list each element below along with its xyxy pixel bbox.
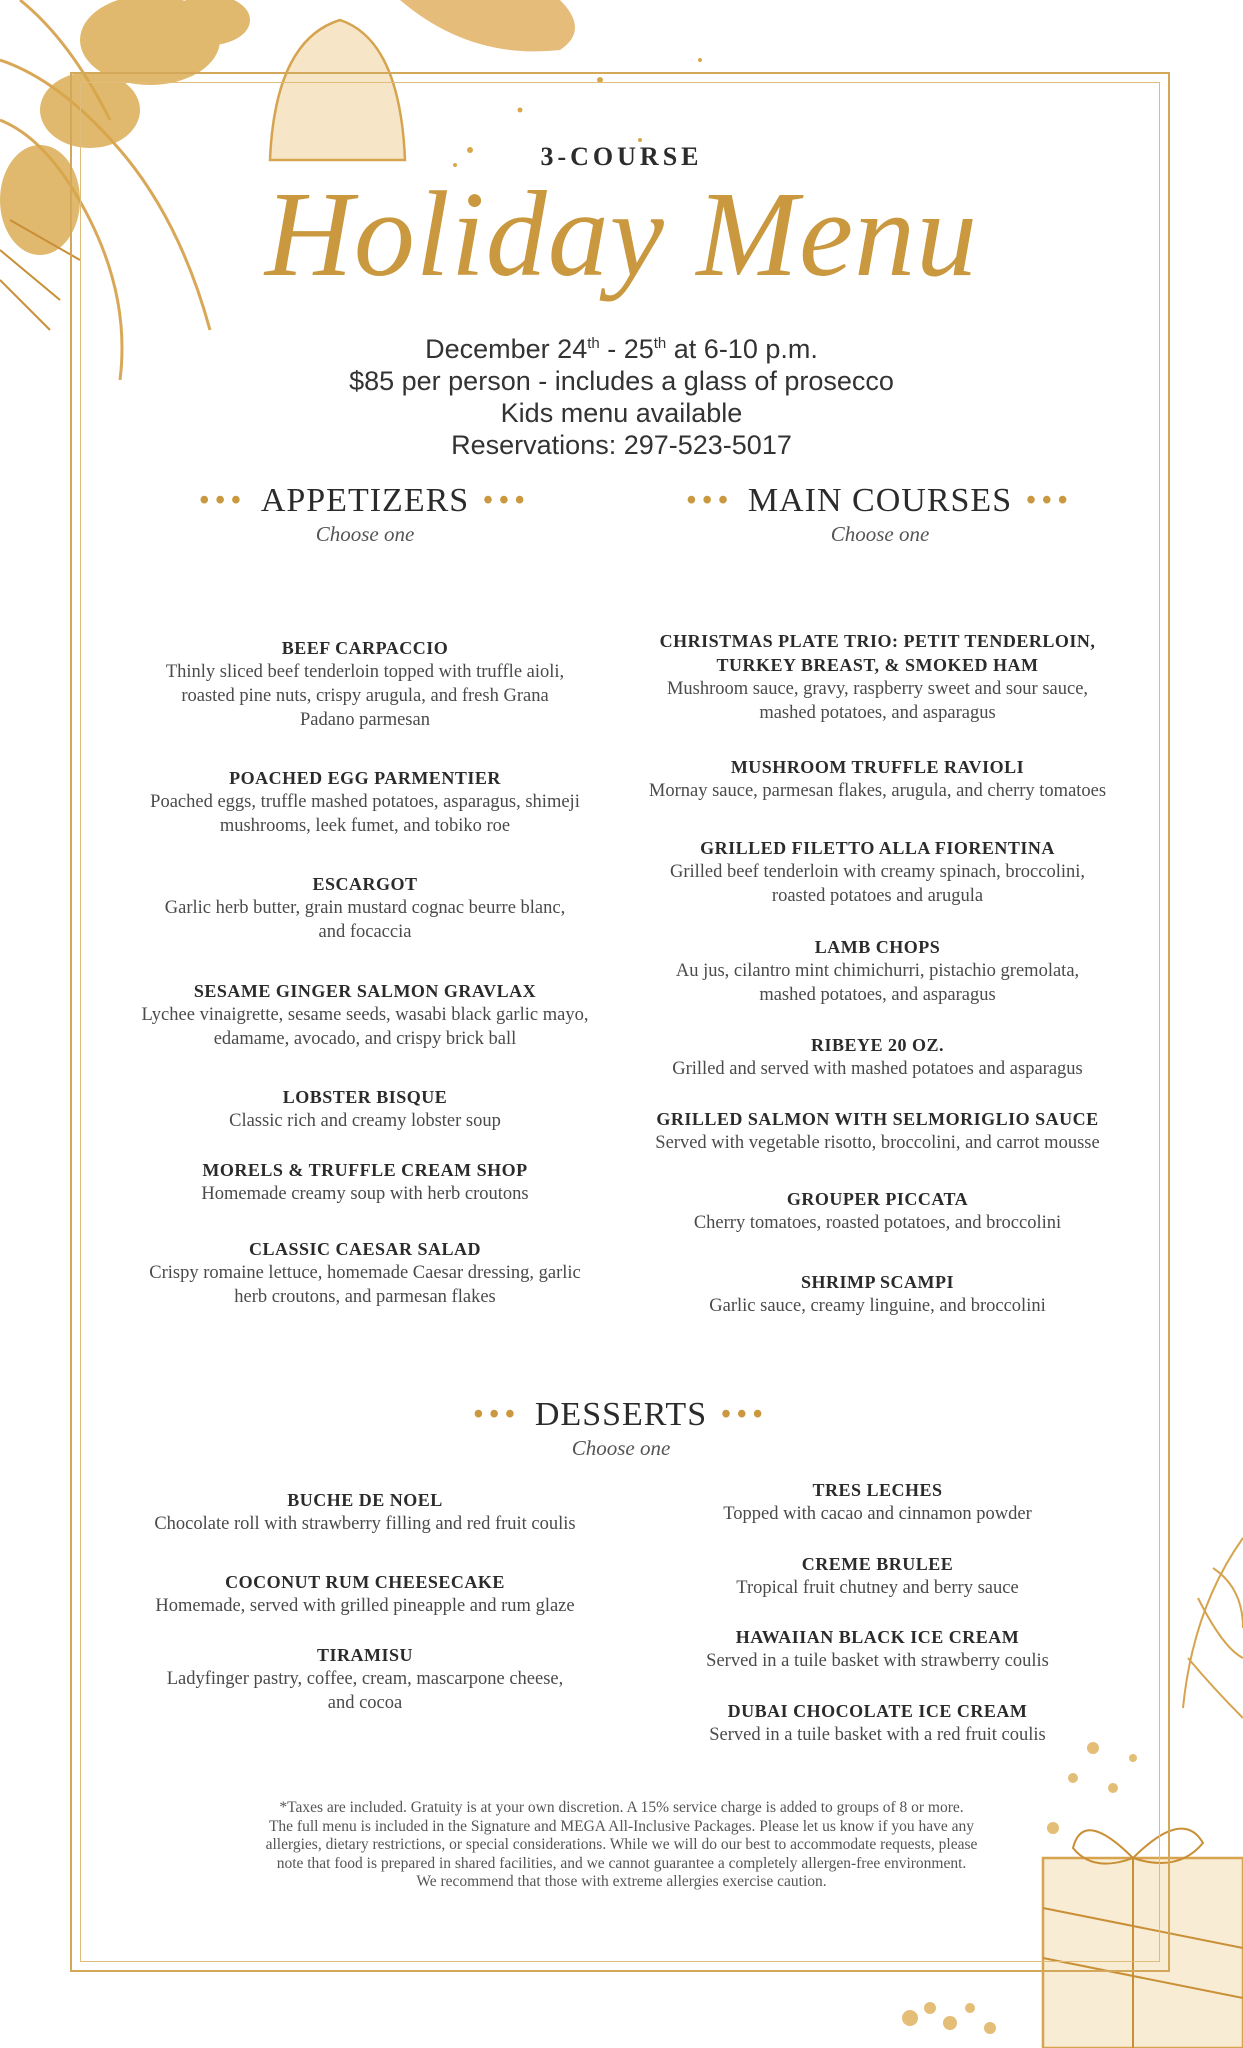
menu-item: TRES LECHES Topped with cacao and cinnamon powder (723, 1480, 1032, 1524)
menu-item: SHRIMP SCAMPI Garlic sauce, creamy linguine, and broccolini (709, 1272, 1046, 1316)
appetizers-subtitle: Choose one (315, 522, 415, 546)
menu-item: GRILLED SALMON WITH SELMORIGLIO SAUCE Served with vegetable risotto, broccolini, and carrot mousse (655, 1109, 1100, 1153)
ornament-dots-icon: ••• (483, 485, 531, 516)
appetizers-title: APPETIZERS (260, 482, 470, 519)
desserts-list-left (125, 0, 605, 2048)
main-courses-subtitle: Choose one (830, 522, 930, 546)
menu-item: BEEF CARPACCIO Thinly sliced beef tenderloin topped with truffle aioli, roasted pine nuts, crispy arugula, and fresh Grana Padano parmesan (165, 638, 565, 730)
desserts-list-right (640, 0, 1115, 2048)
event-dates: December 24th - 25th at 6-10 p.m. (425, 334, 818, 364)
menu-item: CHRISTMAS PLATE TRIO: PETIT TENDERLOIN, TURKEY BREAST, & SMOKED HAM Mushroom sauce, gravy, raspberry sweet and sour sauce, mashed potatoes, and asparagus (659, 631, 1096, 723)
desserts-subtitle: Choose one (571, 1436, 671, 1460)
menu-title: Holiday Menu (264, 167, 979, 302)
menu-item: CLASSIC CAESAR SALAD Crispy romaine lettuce, homemade Caesar dressing, garlic herb croutons, and parmesan flakes (149, 1239, 581, 1307)
ornament-dots-icon: ••• (721, 1399, 769, 1430)
footer-disclaimer: *Taxes are included. Gratuity is at your own discretion. A 15% service charge is added to groups of 8 or more. The full menu is included in the Signature and MEGA All-Inclusive Packages. Please let us know if you have any allergies, dietary restrictions, or special considerations. While we will do our best to accommodate requests, please note that food is prepared in shared facilities, and we cannot guarantee a completely allergen-free environment. We recommend that those with extreme allergies exercise caution. (265, 1799, 978, 1890)
menu-item: POACHED EGG PARMENTIER Poached eggs, truffle mashed potatoes, asparagus, shimeji mushrooms, leek fumet, and tobiko roe (150, 768, 580, 836)
menu-item: COCONUT RUM CHEESECAKE Homemade, served with grilled pineapple and rum glaze (155, 1572, 575, 1616)
menu-item: BUCHE DE NOEL Chocolate roll with strawberry filling and red fruit coulis (154, 1490, 576, 1534)
ornament-dots-icon: ••• (686, 485, 734, 516)
ornament-dots-icon: ••• (1026, 485, 1074, 516)
menu-item: DUBAI CHOCOLATE ICE CREAM Served in a tuile basket with a red fruit coulis (709, 1701, 1046, 1745)
menu-item: CREME BRULEE Tropical fruit chutney and berry sauce (736, 1554, 1019, 1598)
menu-item: TIRAMISU Ladyfinger pastry, coffee, cream, mascarpone cheese, and cocoa (166, 1645, 564, 1713)
menu-kicker: 3-COURSE (540, 142, 703, 171)
kids-menu-note: Kids menu available (500, 398, 743, 428)
ornament-dots-icon: ••• (199, 485, 247, 516)
menu-item: HAWAIIAN BLACK ICE CREAM Served in a tuile basket with strawberry coulis (706, 1627, 1049, 1671)
menu-item: RIBEYE 20 OZ. Grilled and served with mashed potatoes and asparagus (672, 1035, 1083, 1079)
menu-item: MORELS & TRUFFLE CREAM SHOP Homemade creamy soup with herb croutons (201, 1160, 529, 1204)
menu-item: GROUPER PICCATA Cherry tomatoes, roasted potatoes, and broccolini (693, 1189, 1062, 1233)
reservations-phone: Reservations: 297-523-5017 (451, 430, 792, 460)
menu-item: MUSHROOM TRUFFLE RAVIOLI Mornay sauce, parmesan flakes, arugula, and cherry tomatoes (648, 757, 1107, 801)
menu-item: ESCARGOT Garlic herb butter, grain mustard cognac beurre blanc, and focaccia (164, 874, 566, 942)
desserts-title: DESSERTS (534, 1396, 708, 1433)
main-courses-title: MAIN COURSES (747, 482, 1013, 519)
menu-item: GRILLED FILETTO ALLA FIORENTINA Grilled beef tenderloin with creamy spinach, broccolini, roasted potatoes and arugula (669, 838, 1086, 906)
menu-item: LAMB CHOPS Au jus, cilantro mint chimichurri, pistachio gremolata, mashed potatoes, and asparagus (675, 937, 1080, 1005)
menu-item: SESAME GINGER SALMON GRAVLAX Lychee vinaigrette, sesame seeds, wasabi black garlic mayo, edamame, avocado, and crispy brick ball (141, 981, 589, 1049)
menu-item: LOBSTER BISQUE Classic rich and creamy lobster soup (229, 1087, 501, 1131)
ornament-dots-icon: ••• (473, 1399, 521, 1430)
event-price: $85 per person - includes a glass of prosecco (349, 366, 894, 396)
